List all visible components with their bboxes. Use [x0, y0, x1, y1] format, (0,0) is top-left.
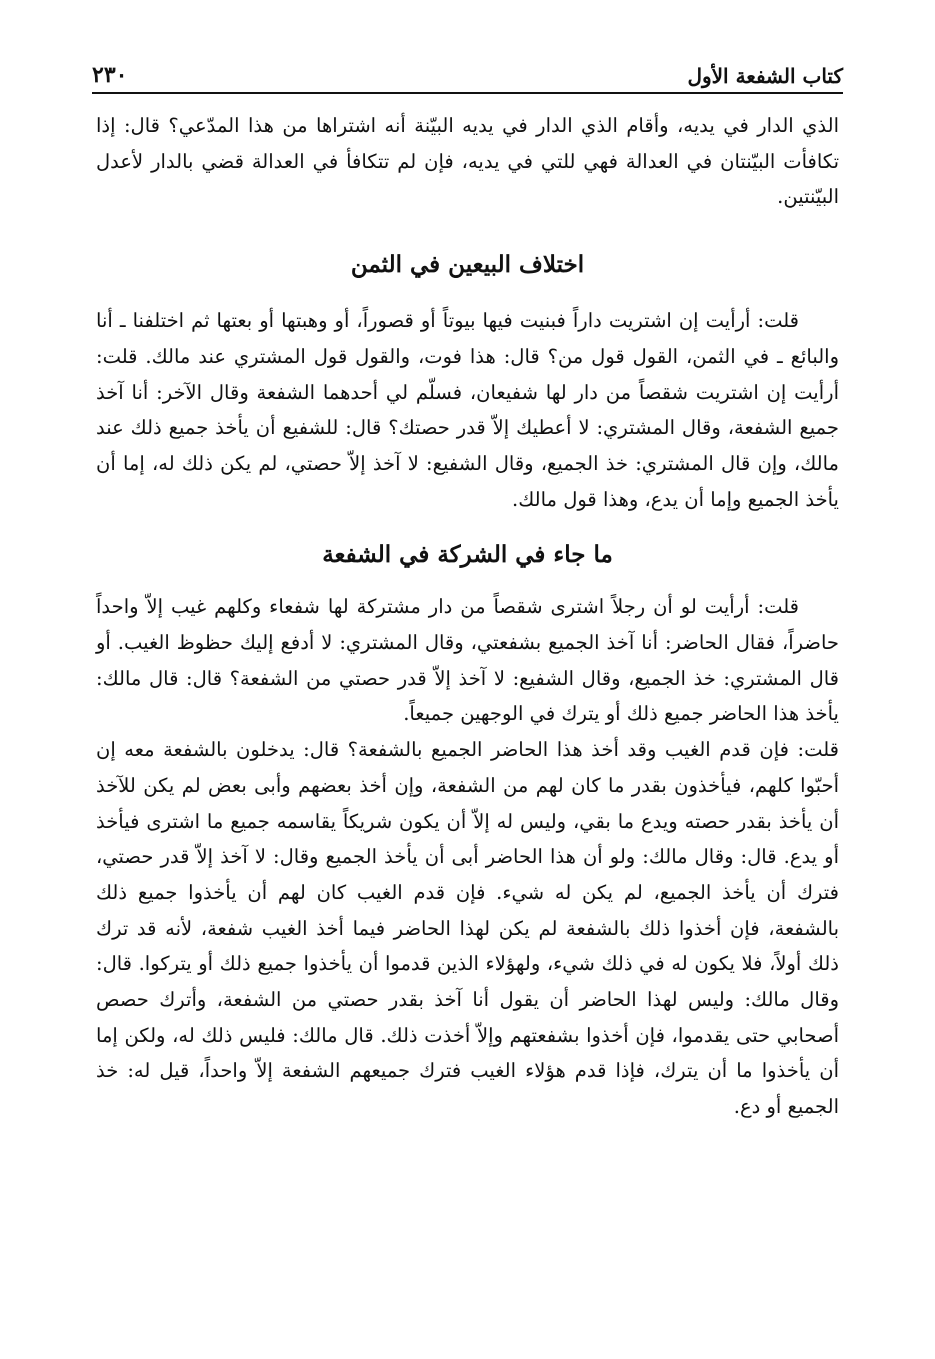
section-heading-price-dispute: اختلاف البيعين في الثمن — [350, 251, 585, 279]
running-header — [92, 48, 843, 94]
paragraph-partnership-2: قلت: فإن قدم الغيب وقد أخذ هذا الحاضر الجميع بالشفعة؟ قال: يدخلون بالشفعة معه إن أحبّوا كلهم، فيأخذون بقدر ما كان لهم من الشفعة، وإن أخذ بعضهم وأبى بعض لم يكن للآخذ أن يأخذ بقدر حصته ويدع ما بقي، وليس له إلاّ أن يكون شريكاً يقاسمه جميع ما اشترى فيأخذ أو يدع. قال: وقال مالك: ولو أن هذا الحاضر أبى أن يأخذ الجميع وقال: لا آخذ إلاّ قدر حصتي، فترك أن يأخذ الجميع، لم يكن له شيء. فإن قدم الغيب كان لهم أن يأخذوا جميع ذلك بالشفعة، فإن أخذوا ذلك بالشفعة لم يكن لهذا الحاضر فيما أخذ الغيب شفعة، لأنه قد ترك ذلك أولاً، فلا يكون له في ذلك شيء، ولهؤلاء الذين قدموا أن يأخذوا جميع ذلك أو يتركوا. قال: وقال مالك: وليس لهذا الحاضر أن يقول أنا آخذ بقدر حصتي من الشفعة، وأترك حصص أصحابي حتى يقدموا، فإن أخذوا بشفعتهم وإلاّ أخذت ذلك. قال مالك: فليس ذلك له، ولكن إما أن يأخذوا ما أن يترك، فإذا قدم هؤلاء الغيب فترك جميعهم الشفعة إلاّ واحداً، قيل له: خذ الجميع أو دع. — [96, 738, 839, 1119]
page-number: ٢٣٠ — [92, 62, 128, 88]
paragraph-intro: الذي الدار في يديه، وأقام الذي الدار في يديه البيّنة أنه اشتراها من هذا المدّعي؟ قال: إذا تكافأت البيّنتان في العدالة فهي للتي في يديه، فإن لم تتكافأ في العدالة قضي بالدار لأعدل البيّنتين. — [96, 114, 839, 209]
book-title: كتاب الشفعة الأول — [687, 64, 843, 88]
paragraph-partnership-1: قلت: أرأيت لو أن رجلاً اشترى شقصاً من دار مشتركة لها شفعاء وكلهم غيب إلاّ واحداً حاضراً، فقال الحاضر: أنا آخذ الجميع بشفعتي، وقال المشتري: لا أدفع إليك حظوظ الغيب. أو قال المشتري: خذ الجميع، وقال الشفيع: لا آخذ إلاّ قدر حصتي من الشفعة؟ قال: قال مالك: يأخذ هذا الحاضر جميع ذلك أو يترك في الوجهين جميعاً. — [96, 595, 839, 726]
paragraph-price-dispute: قلت: أرأيت إن اشتريت داراً فبنيت فيها بيوتاً أو قصوراً، أو وهبتها أو بعتها ثم اختلفنا ـ أنا والبائع ـ في الثمن، القول قول من؟ قال: هذا فوت، والقول قول المشتري عند مالك. قلت: أرأيت إن اشتريت شقصاً من دار لها شفيعان، فسلّم لي أحدهما الشفعة وقال الآخر: أنا آخذ جميع الشفعة، وقال المشتري: لا أعطيك إلاّ قدر حصتك؟ قال: للشفيع أن يأخذ جميع ذلك عند مالك، وإن قال المشتري: خذ الجميع، وقال الشفيع: لا آخذ إلاّ حصتي، لم يكن ذلك له، إما أن يأخذ الجميع وإما أن يدع، وهذا قول مالك. — [96, 309, 839, 511]
body-text — [96, 108, 839, 1125]
section-heading-partnership-preemption: ما جاء في الشركة في الشفعة — [322, 541, 613, 569]
